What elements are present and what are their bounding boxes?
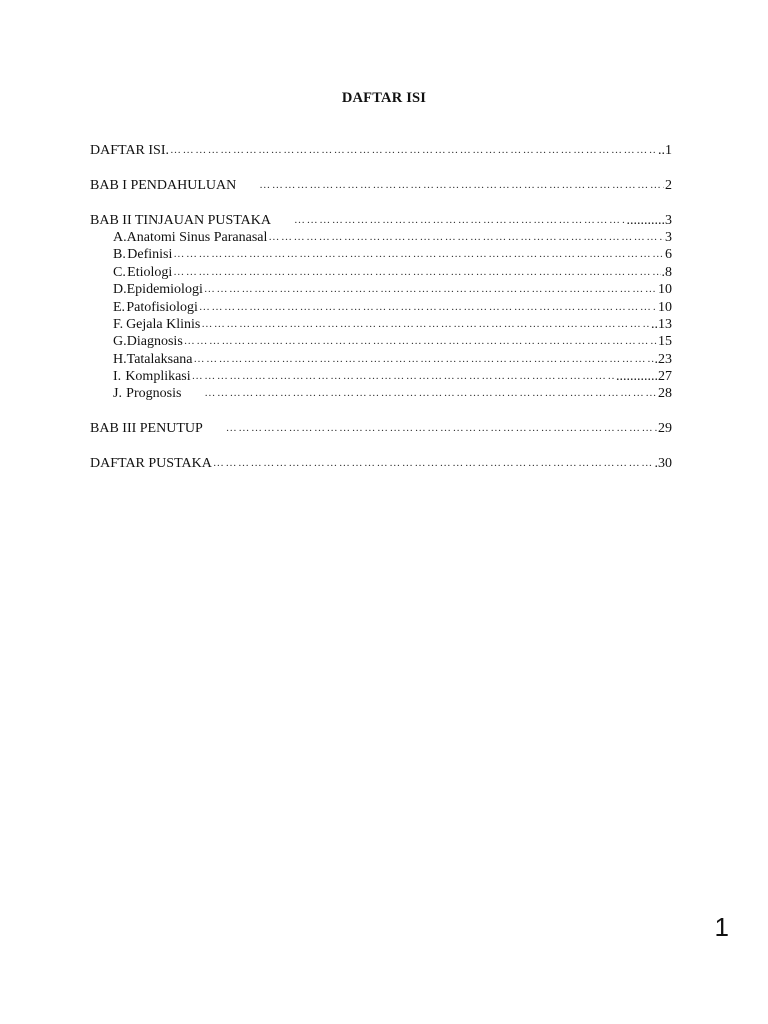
toc-subentry-page: ............27	[616, 369, 672, 385]
dot-leader	[199, 299, 657, 316]
dot-leader	[294, 212, 625, 229]
toc-entry-page: ..1	[658, 143, 672, 158]
toc-subentry-a	[90, 229, 672, 246]
dot-leader	[213, 455, 654, 472]
spacer	[90, 403, 672, 420]
toc-subentry-letter: A.	[113, 229, 127, 245]
toc-subentry-letter: B.	[113, 247, 126, 263]
dot-leader	[201, 316, 650, 333]
toc-subentry-i	[90, 368, 672, 385]
toc-subentry-page: 10	[658, 299, 672, 315]
dot-leader	[259, 177, 664, 194]
toc-subentry-label: Patofisiologi	[126, 299, 198, 315]
toc-subentry-g	[90, 333, 672, 350]
dot-leader	[204, 385, 657, 402]
toc-entry-page: 29	[658, 421, 672, 437]
toc-entry-label: DAFTAR PUSTAKA	[90, 456, 212, 472]
dot-leader	[192, 368, 615, 385]
toc-entry-label: BAB III PENUTUP	[90, 421, 203, 437]
toc-entry-daftar-pustaka	[90, 455, 672, 472]
toc-subentry-page: 10	[658, 282, 672, 298]
toc-subentry-page: .23	[654, 351, 672, 367]
dot-leader	[268, 229, 664, 246]
toc-subentry-letter: H.	[113, 351, 127, 367]
toc-subentry-f	[90, 316, 672, 333]
dot-leader	[173, 246, 664, 263]
dot-leader	[184, 333, 657, 350]
toc-subentry-letter: D.	[113, 282, 127, 298]
toc-subentry-letter: I.	[113, 369, 122, 385]
dot-leader	[226, 420, 657, 437]
toc-entry-bab-3	[90, 420, 672, 437]
toc-subentry-d	[90, 281, 672, 298]
toc-subentry-page: 28	[658, 386, 672, 402]
toc-entry-page: 2	[665, 177, 672, 193]
toc-subentry-h	[90, 351, 672, 368]
toc-subentry-page: 6	[665, 247, 672, 263]
toc-entry-page: ...........3	[626, 212, 672, 228]
toc-subentry-page: ..13	[651, 316, 672, 332]
spacer	[90, 438, 672, 455]
toc-subentry-letter: F.	[113, 316, 124, 332]
toc-subentry-label: Tatalaksana	[126, 351, 193, 367]
toc-subentry-label: Anatomi Sinus Paranasal	[126, 229, 268, 245]
toc-entry-daftar-isi	[90, 142, 672, 159]
toc-entry-label: BAB II TINJAUAN PUSTAKA	[90, 212, 272, 228]
toc-entry-bab-1	[90, 177, 672, 194]
toc-subentry-c	[90, 264, 672, 281]
toc-entry-page: .30	[654, 456, 672, 472]
toc-subentry-j	[90, 385, 672, 402]
toc-subentry-letter: G.	[113, 334, 127, 350]
toc-subentry-label: Gejala Klinis	[126, 316, 201, 332]
dot-leader	[204, 281, 657, 298]
toc-subentry-page: 3	[665, 229, 672, 245]
toc-subentry-b	[90, 246, 672, 263]
toc-subentry-label: Komplikasi	[125, 369, 191, 385]
toc-subentry-e	[90, 299, 672, 316]
toc-entry-bab-2	[90, 212, 672, 229]
toc-entry-label: DAFTAR ISI.	[90, 143, 169, 158]
spacer	[90, 159, 672, 176]
toc-subentry-label: Etiologi	[127, 264, 173, 280]
toc-subentry-label: Definisi	[127, 247, 173, 263]
toc-subentry-letter: J.	[113, 386, 122, 402]
toc-subentry-label: Diagnosis	[126, 334, 183, 350]
spacer	[90, 194, 672, 211]
dot-leader	[173, 264, 660, 281]
page-number: 1	[714, 912, 729, 942]
toc-subentry-page: 15	[658, 334, 672, 350]
toc-subentry-letter: E.	[113, 299, 126, 315]
table-of-contents	[90, 142, 672, 472]
dot-leader	[194, 351, 654, 368]
toc-entry-label: BAB I PENDAHULUAN	[90, 177, 237, 193]
toc-subentry-page: .8	[661, 264, 672, 280]
document-title: DAFTAR ISI	[341, 90, 427, 106]
toc-subentry-label: Epidemiologi	[126, 282, 203, 298]
toc-subentry-letter: C.	[113, 264, 126, 280]
dot-leader	[170, 142, 657, 159]
toc-subentry-label: Prognosis	[126, 386, 182, 402]
